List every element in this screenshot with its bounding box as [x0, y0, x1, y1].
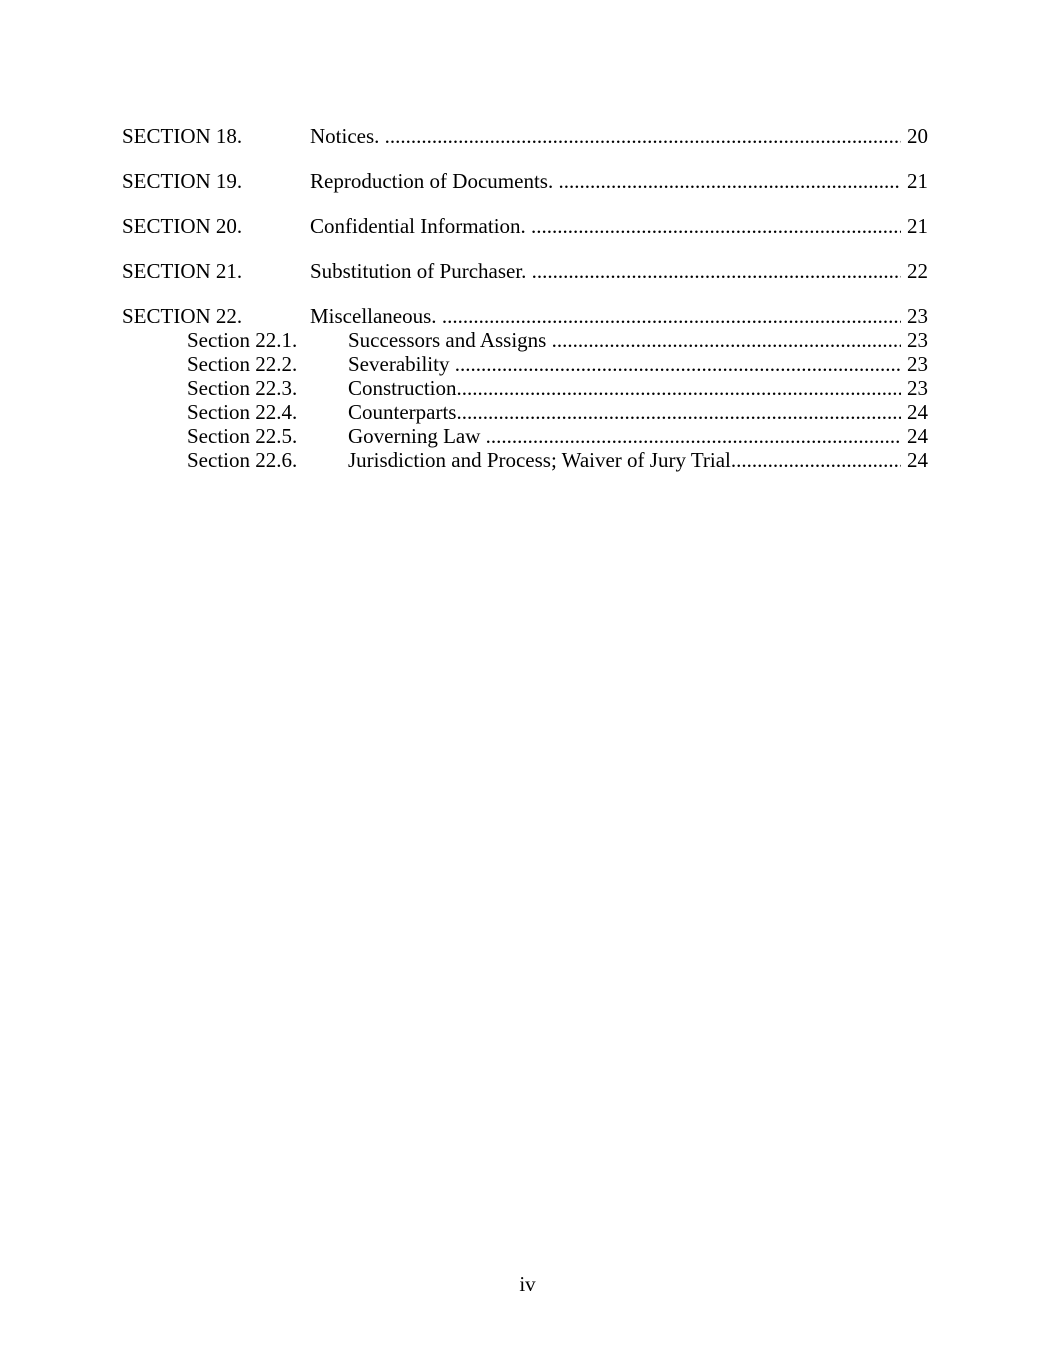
- toc-entry-label: Section 22.1.: [187, 328, 298, 352]
- toc-entry-section-22-2: [122, 352, 928, 376]
- toc-page-number: 23: [907, 352, 928, 376]
- toc-entry-label: SECTION 19.: [122, 169, 243, 193]
- toc-entry-section-19: [122, 169, 928, 193]
- toc-entry-title: Jurisdiction and Process; Waiver of Jury Trial: [348, 448, 731, 472]
- toc-entry-label: SECTION 20.: [122, 214, 243, 238]
- toc-entry-section-20: [122, 214, 928, 238]
- toc-entry-title: Miscellaneous.: [310, 304, 442, 328]
- dot-leader: [456, 400, 901, 424]
- dot-leader: [731, 448, 901, 472]
- dot-leader: [455, 352, 901, 376]
- toc-page-number: 21: [907, 169, 928, 193]
- toc-page-number: 24: [907, 424, 928, 448]
- toc-entry-label: SECTION 22.: [122, 304, 243, 328]
- toc-page-number: 21: [907, 214, 928, 238]
- toc-entry-label: Section 22.2.: [187, 352, 298, 376]
- toc-entry-label: Section 22.5.: [187, 424, 298, 448]
- toc-entry-label: Section 22.6.: [187, 448, 298, 472]
- toc-entry-title: Governing Law: [348, 424, 486, 448]
- toc-entry-section-22-3: [122, 376, 928, 400]
- toc-page-number: 23: [907, 304, 928, 328]
- table-of-contents: [122, 124, 928, 472]
- toc-entry-title: Severability: [348, 352, 455, 376]
- dot-leader: [442, 304, 901, 328]
- toc-entry-label: SECTION 21.: [122, 259, 243, 283]
- dot-leader: [558, 169, 901, 193]
- toc-entry-section-22-5: [122, 424, 928, 448]
- toc-entry-title: Reproduction of Documents.: [310, 169, 559, 193]
- toc-entry-title: Counterparts: [348, 400, 457, 424]
- toc-page-number: 24: [907, 400, 928, 424]
- toc-entry-section-21: [122, 259, 928, 283]
- dot-leader: [552, 328, 901, 352]
- toc-entry-section-18: [122, 124, 928, 148]
- toc-entry-label: Section 22.4.: [187, 400, 298, 424]
- toc-entry-title: Confidential Information.: [310, 214, 532, 238]
- toc-page-number: 23: [907, 328, 928, 352]
- dot-leader: [385, 124, 901, 148]
- toc-page-number: 22: [907, 259, 928, 283]
- toc-entry-title: Notices.: [310, 124, 385, 148]
- toc-entry-label: Section 22.3.: [187, 376, 298, 400]
- dot-leader: [531, 214, 901, 238]
- toc-page-number: 24: [907, 448, 928, 472]
- toc-page-number: 20: [907, 124, 928, 148]
- dot-leader: [532, 259, 901, 283]
- toc-entry-title: Substitution of Purchaser.: [310, 259, 532, 283]
- toc-entry-title: Construction: [348, 376, 457, 400]
- toc-entry-section-22-6: [122, 448, 928, 472]
- toc-entry-section-22-4: [122, 400, 928, 424]
- page-number-folio: iv: [519, 1272, 536, 1296]
- toc-entry-section-22: [122, 304, 928, 328]
- toc-entry-section-22-1: [122, 328, 928, 352]
- toc-entry-title: Successors and Assigns: [348, 328, 552, 352]
- dot-leader: [486, 424, 901, 448]
- dot-leader: [457, 376, 902, 400]
- toc-page-number: 23: [907, 376, 928, 400]
- toc-entry-label: SECTION 18.: [122, 124, 243, 148]
